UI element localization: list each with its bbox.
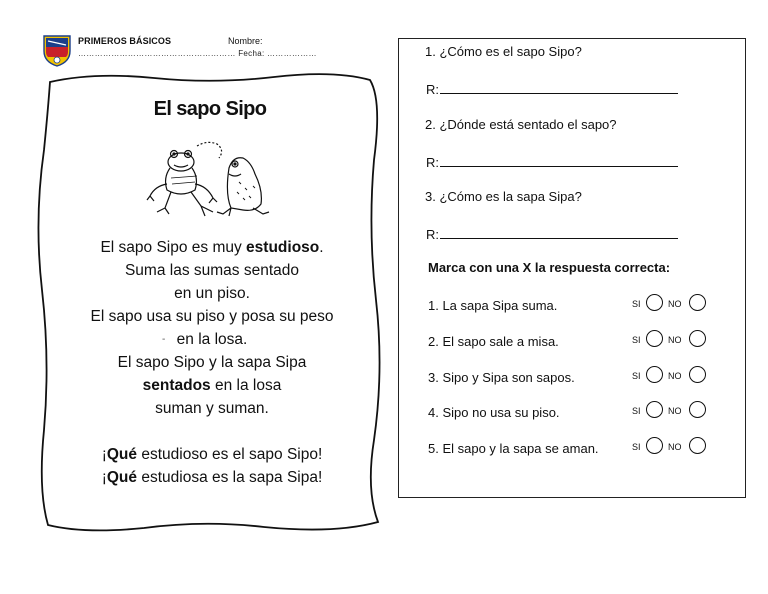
no-label: NO — [668, 299, 682, 309]
answer-line-2[interactable] — [440, 166, 678, 167]
question-2: 2. ¿Dónde está sentado el sapo? — [425, 117, 617, 132]
story-line-text: en la losa. — [176, 331, 248, 348]
yes-label: SI — [632, 442, 641, 452]
tf-statement: 1. La sapa Sipa suma. — [428, 298, 558, 313]
story-line — [60, 420, 364, 443]
story-line-bold: Qué — [106, 446, 138, 463]
yes-label: SI — [632, 371, 641, 381]
school-crest-logo — [42, 33, 72, 67]
question-1: 1. ¿Cómo es el sapo Sipo? — [425, 44, 582, 59]
story-line-text: Suma las sumas sentado — [124, 262, 300, 279]
tf-row-5 — [428, 437, 718, 459]
no-option-circle[interactable] — [689, 437, 706, 454]
story-line-text: . — [319, 239, 324, 256]
no-option-circle[interactable] — [689, 330, 706, 347]
tf-statement: 5. El sapo y la sapa se aman. — [428, 441, 599, 456]
tf-statement: 4. Sipo no usa su piso. — [428, 405, 560, 420]
story-line-text: El sapo Sipo y la sapa Sipa — [117, 354, 307, 371]
story-line — [60, 328, 364, 351]
no-option-circle[interactable] — [689, 366, 706, 383]
story-line — [60, 236, 364, 259]
stray-mark: - — [162, 334, 166, 345]
answer-label-3: R: — [426, 227, 439, 242]
yes-option-circle[interactable] — [646, 401, 663, 418]
story-line-bold: Qué — [106, 469, 138, 486]
answer-label-2: R: — [426, 155, 439, 170]
yes-option-circle[interactable] — [646, 330, 663, 347]
header-title: PRIMEROS BÁSICOS — [78, 36, 172, 46]
answer-line-3[interactable] — [440, 238, 678, 239]
story-line-text: El sapo usa su piso y posa su peso — [90, 308, 334, 325]
story-line — [60, 351, 364, 374]
question-3: 3. ¿Cómo es la sapa Sipa? — [425, 189, 582, 204]
tf-row-1 — [428, 294, 718, 316]
story-line-bold: sentados — [142, 377, 211, 394]
name-date-fill-line: ………………………………………………… Fecha: ……………… — [78, 49, 317, 58]
story-line — [60, 397, 364, 420]
story-line-text: en la losa — [210, 377, 282, 394]
yes-label: SI — [632, 406, 641, 416]
yes-label: SI — [632, 335, 641, 345]
story-line-text: ¡ — [101, 469, 107, 486]
story-line-text: ¡ — [101, 446, 107, 463]
story-line-text: en un piso. — [174, 285, 250, 302]
yes-label: SI — [632, 299, 641, 309]
yes-option-circle[interactable] — [646, 437, 663, 454]
tf-statement: 2. El sapo sale a misa. — [428, 334, 559, 349]
frogs-illustration — [145, 138, 275, 220]
no-option-circle[interactable] — [689, 401, 706, 418]
story-line-text: estudiosa es la sapa Sipa! — [137, 469, 323, 486]
instruction: Marca con una X la respuesta correcta: — [428, 260, 671, 275]
story-line-text: estudioso es el sapo Sipo! — [137, 446, 323, 463]
yes-option-circle[interactable] — [646, 366, 663, 383]
no-label: NO — [668, 335, 682, 345]
story-text — [60, 236, 364, 489]
tf-row-3 — [428, 366, 718, 388]
story-line — [60, 443, 364, 466]
name-label: Nombre: — [228, 36, 263, 46]
story-line-text: El sapo Sipo es muy — [100, 239, 247, 256]
no-label: NO — [668, 406, 682, 416]
story-line — [60, 259, 364, 282]
story-line-text: suman y suman. — [155, 400, 269, 417]
story-line — [60, 305, 364, 328]
story-line — [60, 374, 364, 397]
tf-statement: 3. Sipo y Sipa son sapos. — [428, 370, 575, 385]
answer-label-1: R: — [426, 82, 439, 97]
yes-option-circle[interactable] — [646, 294, 663, 311]
story-line — [60, 466, 364, 489]
answer-line-1[interactable] — [440, 93, 678, 94]
story-line-bold: estudioso — [246, 239, 320, 256]
story-title: El sapo Sipo — [153, 98, 267, 120]
tf-row-4 — [428, 401, 718, 423]
no-label: NO — [668, 442, 682, 452]
tf-row-2 — [428, 330, 718, 352]
no-label: NO — [668, 371, 682, 381]
no-option-circle[interactable] — [689, 294, 706, 311]
story-line — [60, 282, 364, 305]
